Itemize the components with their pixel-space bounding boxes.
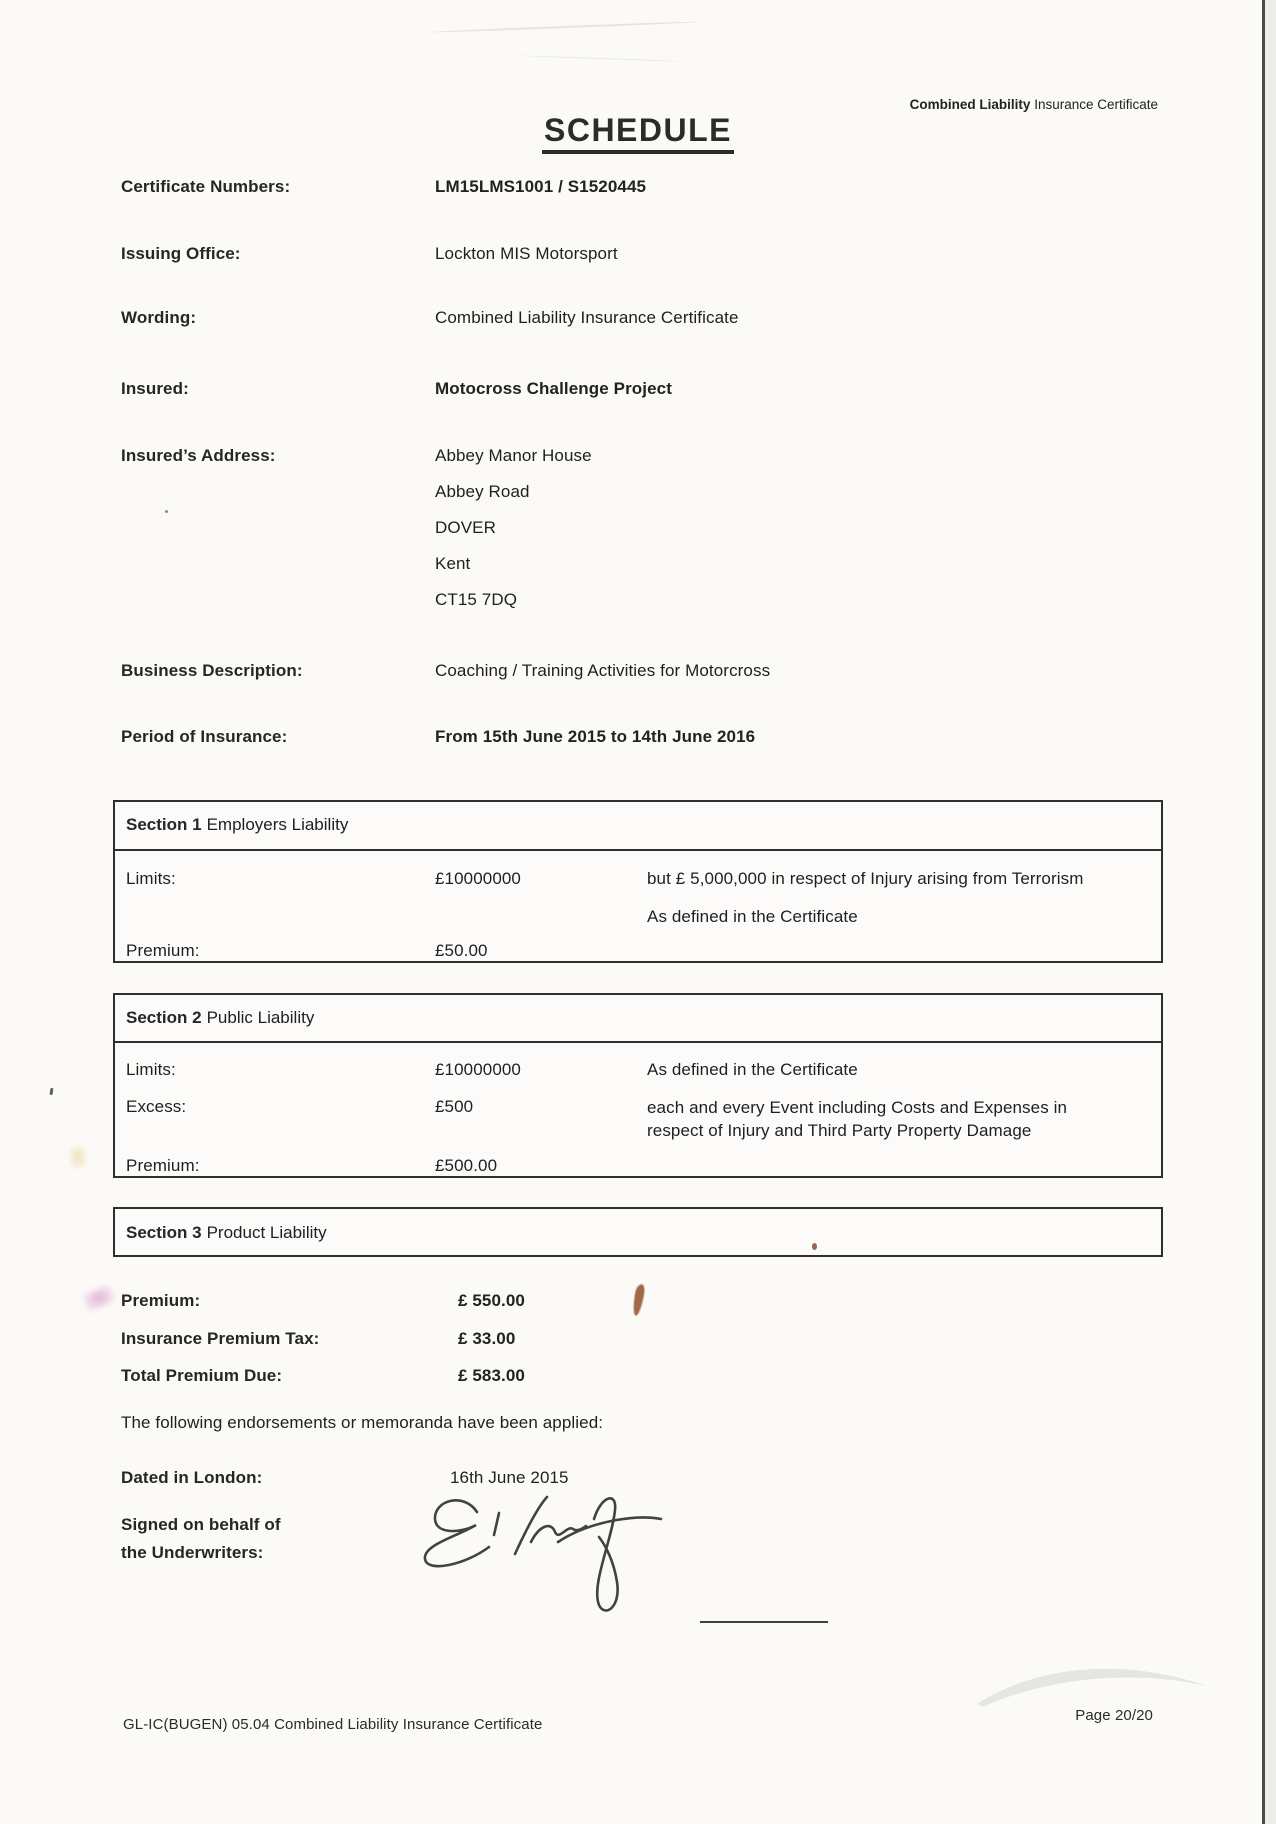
section-1-premium-value: £50.00 xyxy=(435,941,488,960)
total-premium-due-value: £ 583.00 xyxy=(458,1366,525,1385)
paper-crease xyxy=(430,21,700,33)
section-1-number: Section 1 xyxy=(126,815,202,834)
insured-label: Insured: xyxy=(121,379,189,398)
swoosh-graphic xyxy=(975,1650,1210,1708)
ink-blob xyxy=(631,1283,645,1316)
section-2-name: Public Liability xyxy=(206,1008,315,1027)
signature xyxy=(420,1488,670,1633)
speck xyxy=(165,510,168,513)
certificate-numbers-label: Certificate Numbers: xyxy=(121,177,291,196)
section-2-box xyxy=(113,993,1163,1178)
endorsements-note: The following endorsements or memoranda have been applied: xyxy=(121,1413,604,1432)
section-2-excess-label: Excess: xyxy=(126,1097,187,1116)
dated-in-london-value: 16th June 2015 xyxy=(450,1468,569,1487)
section-2-premium-label: Premium: xyxy=(126,1156,200,1175)
section-1-box xyxy=(113,800,1163,963)
insured-address-line: DOVER xyxy=(435,518,496,537)
section-2-header xyxy=(115,995,1161,1043)
insured-value: Motocross Challenge Project xyxy=(435,379,672,398)
dated-in-london-label: Dated in London: xyxy=(121,1468,263,1487)
section-1-name: Employers Liability xyxy=(206,815,349,834)
doc-type-bold: Combined Liability xyxy=(909,97,1031,112)
section-1-limits-desc-1: but £ 5,000,000 in respect of Injury arising from Terrorism xyxy=(647,869,1084,888)
section-2-excess-value: £500 xyxy=(435,1097,474,1116)
footer-form-code: GL-IC(BUGEN) 05.04 Combined Liability Insurance Certificate xyxy=(123,1716,543,1733)
signed-label-line1: Signed on behalf of xyxy=(121,1515,281,1534)
section-1-limits-label: Limits: xyxy=(126,869,176,888)
footer-page-number: Page 20/20 xyxy=(1075,1707,1153,1724)
section-3-header xyxy=(115,1209,1161,1257)
signature-underline xyxy=(700,1621,828,1623)
paper-crease xyxy=(520,55,680,62)
insured-address-line: Abbey Manor House xyxy=(435,446,592,465)
business-description-value: Coaching / Training Activities for Motorcross xyxy=(435,661,771,680)
title-row xyxy=(0,112,1276,154)
insurance-premium-tax-value: £ 33.00 xyxy=(458,1329,516,1348)
wording-value: Combined Liability Insurance Certificate xyxy=(435,308,739,327)
section-3-number: Section 3 xyxy=(126,1223,202,1242)
section-1-limits-value: £10000000 xyxy=(435,869,521,888)
business-description-label: Business Description: xyxy=(121,661,303,680)
signed-label-line2: the Underwriters: xyxy=(121,1543,264,1562)
total-premium-due-label: Total Premium Due: xyxy=(121,1366,283,1385)
doc-type-rest: Insurance Certificate xyxy=(1030,97,1158,112)
ink-dot xyxy=(812,1243,817,1250)
section-2-excess-desc: each and every Event including Costs and Expenses in respect of Injury and Third Party Property Damage xyxy=(647,1098,1068,1140)
section-2-premium-value: £500.00 xyxy=(435,1156,498,1175)
section-1-header xyxy=(115,802,1161,851)
section-1-premium-label: Premium: xyxy=(126,941,200,960)
insured-address-line: CT15 7DQ xyxy=(435,590,518,609)
section-3-name: Product Liability xyxy=(206,1223,327,1242)
certificate-numbers-value: LM15LMS1001 / S1520445 xyxy=(435,177,647,196)
total-premium-label: Premium: xyxy=(121,1291,201,1310)
period-of-insurance-value: From 15th June 2015 to 14th June 2016 xyxy=(435,727,756,746)
total-premium-value: £ 550.00 xyxy=(458,1291,525,1310)
pink-smudge xyxy=(81,1283,116,1312)
doc-type-header xyxy=(910,97,1158,112)
yellow-smudge xyxy=(70,1146,86,1168)
issuing-office-label: Issuing Office: xyxy=(121,244,241,263)
section-3-box xyxy=(113,1207,1163,1257)
wording-label: Wording: xyxy=(121,308,197,327)
period-of-insurance-label: Period of Insurance: xyxy=(121,727,288,746)
issuing-office-value: Lockton MIS Motorsport xyxy=(435,244,618,263)
section-1-limits-desc-2: As defined in the Certificate xyxy=(647,907,858,926)
section-2-limits-label: Limits: xyxy=(126,1060,176,1079)
insured-address-line: Kent xyxy=(435,554,471,573)
section-2-limits-desc: As defined in the Certificate xyxy=(647,1060,858,1079)
scan-edge-band xyxy=(1265,0,1276,1824)
section-2-limits-value: £10000000 xyxy=(435,1060,521,1079)
stray-tick-mark xyxy=(50,1088,54,1095)
insured-address-label: Insured’s Address: xyxy=(121,446,276,465)
insured-address-line: Abbey Road xyxy=(435,482,530,501)
insurance-premium-tax-label: Insurance Premium Tax: xyxy=(121,1329,320,1348)
section-2-number: Section 2 xyxy=(126,1008,202,1027)
page-title: SCHEDULE xyxy=(542,112,734,154)
